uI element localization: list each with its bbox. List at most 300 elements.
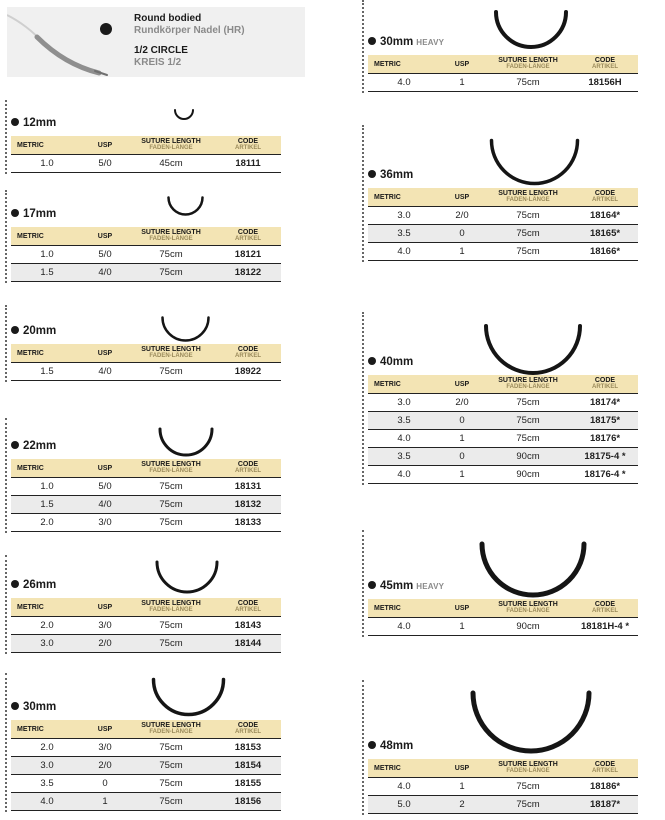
- section-title: [11, 440, 56, 452]
- usp-cell: 0: [440, 448, 484, 466]
- code-header-label: CODE: [594, 190, 616, 197]
- suture-length-header: [484, 375, 572, 394]
- suture-length-cell: 75cm: [484, 430, 572, 448]
- usp-header: [440, 759, 484, 778]
- suture-length-cell: 75cm: [127, 739, 215, 757]
- table-header-row: [11, 459, 281, 478]
- code-cell: 18121: [215, 246, 281, 264]
- usp-cell: 5/0: [83, 478, 127, 496]
- needle-curve-icon: [488, 137, 581, 187]
- table-row: [368, 243, 638, 261]
- metric-header: [11, 136, 83, 155]
- usp-header-label: USP: [454, 764, 470, 772]
- metric-cell: 1.5: [11, 264, 83, 282]
- metric-header-label: METRIC: [17, 725, 44, 733]
- table-row: [368, 412, 638, 430]
- usp-header-label: USP: [97, 464, 113, 472]
- metric-cell: 4.0: [368, 618, 440, 636]
- usp-cell: 5/0: [83, 246, 127, 264]
- bullet-icon: [368, 741, 376, 749]
- section-divider: [5, 673, 9, 812]
- metric-header: [11, 227, 83, 246]
- usp-cell: 1: [440, 466, 484, 484]
- suture-length-header: [484, 188, 572, 207]
- needle-section-s26: [5, 555, 295, 654]
- needle-curve-icon: [150, 676, 227, 718]
- section-divider: [362, 530, 366, 637]
- section-divider: [362, 125, 366, 262]
- usp-header-label: USP: [97, 349, 113, 357]
- suture-length-cell: 75cm: [127, 514, 215, 532]
- metric-cell: 3.5: [368, 225, 440, 243]
- metric-cell: 1.5: [11, 363, 83, 381]
- code-cell: 18131: [215, 478, 281, 496]
- table-header-row: [368, 599, 638, 618]
- code-header-label: CODE: [237, 346, 259, 353]
- code-cell: 18143: [215, 617, 281, 635]
- bullet-icon: [11, 118, 19, 126]
- usp-cell: 1: [440, 430, 484, 448]
- suture-length-cell: 45cm: [127, 155, 215, 173]
- specification-table: [368, 55, 638, 92]
- product-header: [7, 7, 305, 77]
- code-header: [215, 136, 281, 155]
- needle-section-s40: [362, 312, 652, 485]
- metric-header-label: METRIC: [17, 232, 44, 240]
- usp-header-label: USP: [97, 232, 113, 240]
- table-row: [368, 207, 638, 225]
- table-header-row: [368, 188, 638, 207]
- metric-header: [368, 55, 440, 74]
- table-header-row: [368, 375, 638, 394]
- metric-cell: 4.0: [368, 243, 440, 261]
- code-cell: 18181H-4 *: [572, 618, 638, 636]
- suture-length-header-label: SUTURE LENGTH: [141, 722, 201, 729]
- suture-length-header-label: SUTURE LENGTH: [141, 461, 201, 468]
- metric-cell: 1.0: [11, 155, 83, 173]
- usp-header: [83, 720, 127, 739]
- suture-length-header-label: SUTURE LENGTH: [141, 600, 201, 607]
- suture-length-cell: 75cm: [484, 778, 572, 796]
- section-title: [11, 208, 56, 220]
- usp-cell: 2: [440, 796, 484, 814]
- usp-header-label: USP: [454, 193, 470, 201]
- metric-cell: 4.0: [11, 793, 83, 811]
- code-cell: 18153: [215, 739, 281, 757]
- suture-length-header-label: SUTURE LENGTH: [141, 346, 201, 353]
- suture-length-header-sublabel: FADEN-LÄNGE: [506, 64, 550, 70]
- code-cell: 18164*: [572, 207, 638, 225]
- suture-length-cell: 75cm: [127, 363, 215, 381]
- needle-curve-icon: [160, 315, 211, 343]
- usp-cell: 0: [83, 775, 127, 793]
- suture-length-cell: 75cm: [127, 635, 215, 653]
- code-header: [572, 375, 638, 394]
- needle-section-s36: [362, 125, 652, 262]
- suture-length-header-sublabel: FADEN-LÄNGE: [149, 145, 193, 151]
- suture-length-header-label: SUTURE LENGTH: [498, 377, 558, 384]
- suture-length-header-label: SUTURE LENGTH: [498, 761, 558, 768]
- metric-cell: 3.5: [368, 412, 440, 430]
- table-row: [368, 225, 638, 243]
- needle-section-s30: [5, 673, 295, 812]
- metric-cell: 1.0: [11, 246, 83, 264]
- suture-length-header-sublabel: FADEN-LÄNGE: [506, 608, 550, 614]
- metric-header: [368, 599, 440, 618]
- section-title: [368, 169, 413, 181]
- code-cell: 18922: [215, 363, 281, 381]
- code-cell: 18166*: [572, 243, 638, 261]
- usp-cell: 4/0: [83, 496, 127, 514]
- bullet-icon: [368, 37, 376, 45]
- usp-header-label: USP: [97, 603, 113, 611]
- suture-length-cell: 75cm: [127, 246, 215, 264]
- suture-length-cell: 75cm: [484, 74, 572, 92]
- usp-header: [83, 227, 127, 246]
- usp-header-label: USP: [97, 725, 113, 733]
- table-row: [11, 496, 281, 514]
- table-row: [11, 363, 281, 381]
- table-row: [11, 514, 281, 532]
- usp-cell: 2/0: [83, 635, 127, 653]
- usp-header: [83, 598, 127, 617]
- table-row: [11, 617, 281, 635]
- metric-header: [11, 720, 83, 739]
- usp-header-label: USP: [97, 141, 113, 149]
- table-row: [11, 155, 281, 173]
- code-cell: 18176*: [572, 430, 638, 448]
- suture-length-header-label: SUTURE LENGTH: [498, 57, 558, 64]
- specification-table: [11, 598, 281, 653]
- table-row: [368, 618, 638, 636]
- metric-cell: 4.0: [368, 430, 440, 448]
- suture-length-header: [127, 227, 215, 246]
- code-header: [572, 55, 638, 74]
- suture-length-cell: 75cm: [127, 793, 215, 811]
- needle-section-s17: [5, 190, 295, 283]
- header-circle-de: KREIS 1/2: [134, 57, 182, 68]
- heavy-label: HEAVY: [416, 38, 445, 47]
- section-divider: [362, 312, 366, 485]
- needle-illustration: [7, 7, 127, 77]
- usp-cell: 1: [83, 793, 127, 811]
- suture-length-cell: 75cm: [484, 207, 572, 225]
- code-cell: 18122: [215, 264, 281, 282]
- usp-cell: 2/0: [440, 207, 484, 225]
- suture-length-header: [127, 344, 215, 363]
- code-header-sublabel: ARTIKEL: [235, 607, 261, 613]
- suture-length-cell: 75cm: [484, 412, 572, 430]
- usp-header: [83, 459, 127, 478]
- needle-curve-icon: [468, 688, 594, 756]
- suture-length-cell: 75cm: [484, 394, 572, 412]
- suture-length-header: [484, 759, 572, 778]
- suture-length-cell: 90cm: [484, 618, 572, 636]
- suture-length-header-sublabel: FADEN-LÄNGE: [506, 197, 550, 203]
- usp-cell: 0: [440, 225, 484, 243]
- usp-header: [83, 136, 127, 155]
- section-divider: [362, 680, 366, 815]
- code-header-label: CODE: [594, 377, 616, 384]
- suture-length-cell: 75cm: [127, 757, 215, 775]
- metric-cell: 3.0: [368, 207, 440, 225]
- specification-table: [368, 188, 638, 261]
- code-header-sublabel: ARTIKEL: [235, 236, 261, 242]
- specification-table: [368, 599, 638, 636]
- suture-length-header: [127, 136, 215, 155]
- section-title: [11, 325, 56, 337]
- needle-curve-icon: [482, 322, 584, 377]
- table-row: [368, 74, 638, 92]
- suture-length-header-sublabel: FADEN-LÄNGE: [506, 384, 550, 390]
- metric-header-label: METRIC: [17, 464, 44, 472]
- metric-header-label: METRIC: [17, 349, 44, 357]
- usp-header: [83, 344, 127, 363]
- table-row: [11, 635, 281, 653]
- specification-table: [11, 136, 281, 173]
- bullet-icon: [368, 581, 376, 589]
- table-header-row: [11, 227, 281, 246]
- table-row: [11, 478, 281, 496]
- bullet-icon: [11, 702, 19, 710]
- metric-header-label: METRIC: [374, 764, 401, 772]
- suture-length-cell: 75cm: [127, 617, 215, 635]
- code-header: [572, 188, 638, 207]
- section-title: [368, 740, 413, 752]
- table-row: [11, 264, 281, 282]
- code-header-sublabel: ARTIKEL: [592, 197, 618, 203]
- bullet-icon: [11, 580, 19, 588]
- code-header-sublabel: ARTIKEL: [235, 353, 261, 359]
- needle-size: 26mm: [23, 579, 57, 591]
- code-header-label: CODE: [594, 601, 616, 608]
- section-divider: [5, 555, 9, 654]
- usp-cell: 2/0: [440, 394, 484, 412]
- code-cell: 18156H: [572, 74, 638, 92]
- bullet-icon: [11, 326, 19, 334]
- usp-header-label: USP: [454, 380, 470, 388]
- metric-cell: 1.5: [11, 496, 83, 514]
- suture-length-cell: 90cm: [484, 466, 572, 484]
- metric-header: [11, 459, 83, 478]
- suture-length-header-sublabel: FADEN-LÄNGE: [149, 607, 193, 613]
- metric-cell: 4.0: [368, 466, 440, 484]
- metric-cell: 2.0: [11, 739, 83, 757]
- table-header-row: [11, 136, 281, 155]
- table-header-row: [368, 759, 638, 778]
- bullet-icon: [368, 170, 376, 178]
- table-row: [11, 793, 281, 811]
- suture-length-header: [127, 598, 215, 617]
- table-row: [368, 448, 638, 466]
- metric-cell: 5.0: [368, 796, 440, 814]
- section-divider: [5, 418, 9, 533]
- suture-length-cell: 75cm: [127, 264, 215, 282]
- table-row: [368, 394, 638, 412]
- code-cell: 18186*: [572, 778, 638, 796]
- section-title: [11, 579, 56, 591]
- metric-header-label: METRIC: [374, 193, 401, 201]
- specification-table: [368, 375, 638, 484]
- usp-cell: 4/0: [83, 264, 127, 282]
- metric-header-label: METRIC: [374, 380, 401, 388]
- code-header: [215, 598, 281, 617]
- metric-header: [368, 759, 440, 778]
- code-header-label: CODE: [237, 138, 259, 145]
- heavy-label: HEAVY: [416, 582, 445, 591]
- code-header: [215, 344, 281, 363]
- suture-length-header: [127, 459, 215, 478]
- code-header: [215, 459, 281, 478]
- needle-curve-icon: [157, 426, 215, 458]
- suture-length-header: [484, 599, 572, 618]
- usp-header: [440, 375, 484, 394]
- code-cell: 18154: [215, 757, 281, 775]
- usp-header: [440, 55, 484, 74]
- usp-cell: 5/0: [83, 155, 127, 173]
- needle-size: 30mm: [380, 36, 414, 48]
- metric-cell: 4.0: [368, 74, 440, 92]
- usp-cell: 3/0: [83, 739, 127, 757]
- needle-section-s45h: [362, 530, 652, 637]
- suture-length-header: [127, 720, 215, 739]
- code-header-label: CODE: [237, 722, 259, 729]
- code-header-sublabel: ARTIKEL: [235, 145, 261, 151]
- metric-header-label: METRIC: [17, 603, 44, 611]
- suture-length-header-sublabel: FADEN-LÄNGE: [149, 468, 193, 474]
- suture-length-cell: 90cm: [484, 448, 572, 466]
- section-title: [11, 701, 56, 713]
- suture-length-header-label: SUTURE LENGTH: [141, 229, 201, 236]
- needle-curve-icon: [154, 559, 220, 595]
- section-divider: [5, 190, 9, 283]
- usp-cell: 0: [440, 412, 484, 430]
- code-header-sublabel: ARTIKEL: [592, 608, 618, 614]
- usp-cell: 2/0: [83, 757, 127, 775]
- table-row: [11, 739, 281, 757]
- metric-header-label: METRIC: [374, 604, 401, 612]
- section-title: [368, 36, 444, 48]
- section-title: [368, 356, 413, 368]
- usp-cell: 4/0: [83, 363, 127, 381]
- metric-header: [368, 375, 440, 394]
- bullet-icon: [100, 23, 112, 35]
- needle-size: 20mm: [23, 325, 57, 337]
- table-header-row: [11, 344, 281, 363]
- header-circle: 1/2 CIRCLE: [134, 45, 188, 56]
- suture-length-cell: 75cm: [484, 796, 572, 814]
- bullet-icon: [11, 441, 19, 449]
- usp-cell: 1: [440, 618, 484, 636]
- code-cell: 18132: [215, 496, 281, 514]
- specification-table: [11, 459, 281, 532]
- bullet-icon: [11, 209, 19, 217]
- usp-header: [440, 188, 484, 207]
- suture-length-header-label: SUTURE LENGTH: [498, 601, 558, 608]
- code-cell: 18176-4 *: [572, 466, 638, 484]
- usp-cell: 3/0: [83, 514, 127, 532]
- specification-table: [11, 227, 281, 282]
- table-header-row: [11, 598, 281, 617]
- suture-length-cell: 75cm: [127, 496, 215, 514]
- usp-header-label: USP: [454, 604, 470, 612]
- needle-size: 12mm: [23, 117, 57, 129]
- table-header-row: [11, 720, 281, 739]
- needle-curve-icon: [492, 8, 570, 51]
- section-divider: [5, 100, 9, 174]
- code-header-label: CODE: [237, 461, 259, 468]
- code-header-sublabel: ARTIKEL: [592, 768, 618, 774]
- suture-length-header: [484, 55, 572, 74]
- code-cell: 18175*: [572, 412, 638, 430]
- code-header: [215, 227, 281, 246]
- metric-header-label: METRIC: [374, 60, 401, 68]
- suture-length-cell: 75cm: [484, 225, 572, 243]
- metric-cell: 3.5: [11, 775, 83, 793]
- code-header: [215, 720, 281, 739]
- code-cell: 18111: [215, 155, 281, 173]
- section-title: [368, 580, 444, 592]
- header-type-de: Rundkörper Nadel (HR): [134, 25, 245, 36]
- table-row: [11, 246, 281, 264]
- code-header: [572, 759, 638, 778]
- metric-cell: 3.5: [368, 448, 440, 466]
- suture-length-header-sublabel: FADEN-LÄNGE: [149, 729, 193, 735]
- metric-cell: 1.0: [11, 478, 83, 496]
- needle-size: 22mm: [23, 440, 57, 452]
- needle-section-s30h: [362, 0, 652, 93]
- code-header-label: CODE: [594, 761, 616, 768]
- section-title: [11, 117, 56, 129]
- metric-cell: 3.0: [368, 394, 440, 412]
- code-cell: 18155: [215, 775, 281, 793]
- metric-cell: 2.0: [11, 514, 83, 532]
- table-header-row: [368, 55, 638, 74]
- specification-table: [11, 720, 281, 811]
- table-row: [368, 466, 638, 484]
- needle-size: 40mm: [380, 356, 414, 368]
- metric-header: [11, 344, 83, 363]
- metric-header: [11, 598, 83, 617]
- code-cell: 18174*: [572, 394, 638, 412]
- code-header-label: CODE: [237, 600, 259, 607]
- usp-cell: 3/0: [83, 617, 127, 635]
- code-cell: 18133: [215, 514, 281, 532]
- table-row: [11, 775, 281, 793]
- code-cell: 18165*: [572, 225, 638, 243]
- needle-section-s12: [5, 100, 295, 174]
- needle-curve-icon: [477, 539, 589, 600]
- specification-table: [11, 344, 281, 381]
- code-header-sublabel: ARTIKEL: [235, 468, 261, 474]
- usp-header: [440, 599, 484, 618]
- needle-size: 17mm: [23, 208, 57, 220]
- needle-section-s20: [5, 305, 295, 382]
- needle-curve-icon: [166, 195, 205, 217]
- bullet-icon: [368, 357, 376, 365]
- code-cell: 18175-4 *: [572, 448, 638, 466]
- metric-cell: 4.0: [368, 778, 440, 796]
- metric-header-label: METRIC: [17, 141, 44, 149]
- code-header-sublabel: ARTIKEL: [592, 64, 618, 70]
- code-header-label: CODE: [594, 57, 616, 64]
- table-row: [11, 757, 281, 775]
- needle-size: 36mm: [380, 169, 414, 181]
- suture-length-header-label: SUTURE LENGTH: [498, 190, 558, 197]
- code-header-label: CODE: [237, 229, 259, 236]
- table-row: [368, 796, 638, 814]
- metric-cell: 2.0: [11, 617, 83, 635]
